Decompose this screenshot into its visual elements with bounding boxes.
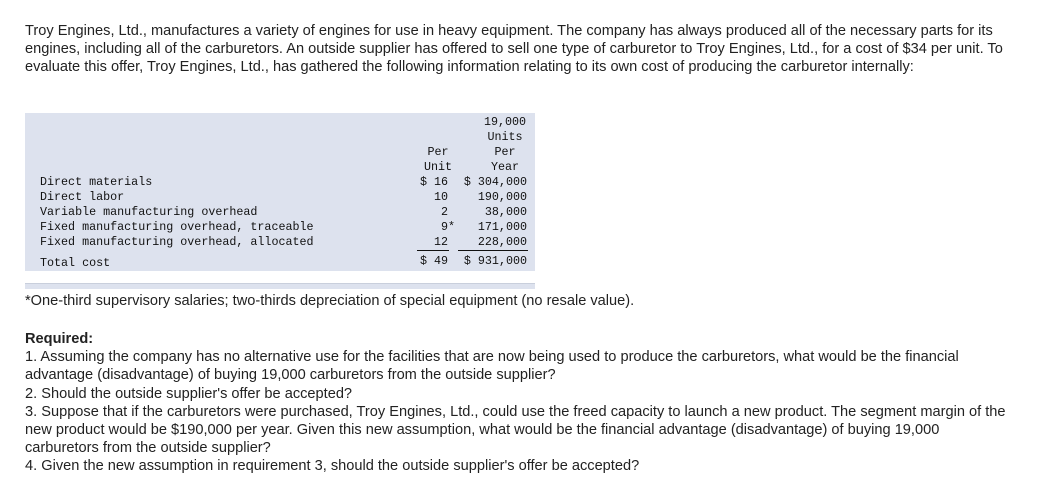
per-year-direct-materials: $ 304,000 (463, 175, 527, 189)
header-unit: Unit (423, 160, 453, 174)
row-label-total-cost: Total cost (40, 256, 111, 270)
required-title: Required: (25, 331, 94, 347)
requirement-3: 3. Suppose that if the carburetors were purchased, Troy Engines, Ltd., could use the freed capacity to launch a new product. The segment margin of the new product would be $190,000 per year. Given this new assumption, what would be the financial advantage (disadvantage) of buying 19,000 carburetors from the outside supplier? (25, 403, 1006, 457)
table-footnote: *One-third supervisory salaries; two-thirds depreciation of special equipment (no resale value). (25, 293, 635, 309)
requirement-4: 4. Given the new assumption in requirement 3, should the outside supplier's offer be accepted? (25, 458, 640, 475)
per-year-fixed-traceable: 171,000 (477, 220, 527, 234)
table-divider (25, 283, 535, 289)
row-label-direct-materials: Direct materials (40, 175, 153, 189)
per-unit-direct-labor: 10 (433, 190, 448, 204)
requirement-1: 1. Assuming the company has no alternative use for the facilities that are now being used to produce the carburetors, what would be the financial advantage (disadvantage) of buying 19,000 carburetors from the outside supplier? (25, 349, 959, 384)
per-unit-direct-materials: $ 16 (419, 175, 448, 189)
underline-per-unit (417, 250, 449, 251)
per-unit-total: $ 49 (419, 254, 448, 268)
header-units: Units (487, 130, 523, 144)
per-unit-variable-overhead: 2 (440, 205, 448, 219)
row-label-fixed-allocated: Fixed manufacturing overhead, allocated (40, 235, 314, 249)
underline-per-year (458, 250, 528, 251)
per-year-total: $ 931,000 (463, 254, 527, 268)
header-per-1: Per (427, 145, 449, 159)
per-year-variable-overhead: 38,000 (484, 205, 527, 219)
required-section (25, 330, 1015, 476)
row-label-variable-overhead: Variable manufacturing overhead (40, 205, 258, 219)
cost-table (25, 113, 535, 288)
per-year-fixed-allocated: 228,000 (477, 235, 527, 249)
row-label-direct-labor: Direct labor (40, 190, 125, 204)
header-year: Year (490, 160, 520, 174)
per-unit-fixed-allocated: 12 (433, 235, 448, 249)
header-per-2: Per (494, 145, 516, 159)
header-units-count: 19,000 (483, 115, 527, 129)
per-unit-fixed-traceable: 9* (440, 220, 455, 234)
requirement-2: 2. Should the outside supplier's offer be accepted? (25, 385, 353, 402)
per-year-direct-labor: 190,000 (477, 190, 527, 204)
row-label-fixed-traceable: Fixed manufacturing overhead, traceable (40, 220, 314, 234)
problem-intro: Troy Engines, Ltd., manufactures a variety of engines for use in heavy equipment. The company has always produced all of the necessary parts for its engines, including all of the carburetors. An outside supplier has offered to sell one type of carburetor to Troy Engines, Ltd., for a cost of $34 per unit. To evaluate this offer, Troy Engines, Ltd., has gathered the following information relating to its own cost of producing the carburetor internally: (25, 23, 1003, 76)
